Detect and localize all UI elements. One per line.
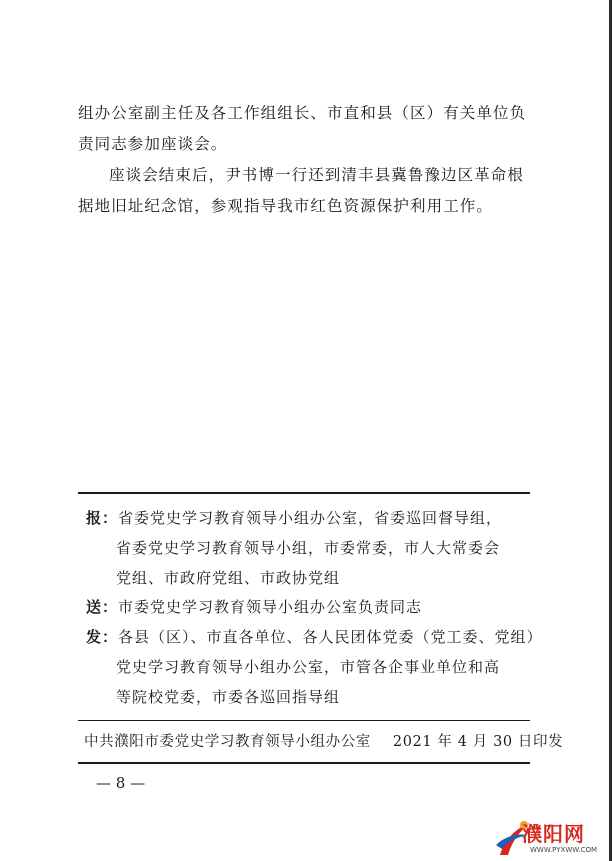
distribution-send-line xyxy=(86,592,532,622)
distribution-report-line xyxy=(86,503,532,533)
issuer-organization: 中共濮阳市委党史学习教育领导小组办公室 xyxy=(84,734,371,750)
distribution-issue-line: 党史学习教育领导小组办公室，市管各企事业单位和高 xyxy=(116,658,501,676)
body-line: 据地旧址纪念馆，参观指导我市红色资源保护利用工作。 xyxy=(78,197,494,215)
body-line: 责同志参加座谈会。 xyxy=(78,135,228,153)
issuer-line xyxy=(84,730,564,751)
distribution-issue-text: 各县（区）、市直各单位、各人民团体党委（党工委、党组） xyxy=(118,628,543,646)
distribution-report-line: 省委党史学习教育领导小组，市委常委，市人大常委会 xyxy=(116,539,501,557)
distribution-top-rule xyxy=(78,492,530,494)
body-paragraph-2 xyxy=(78,160,530,222)
watermark-site-url: WWW.PYXWW.COM xyxy=(530,846,598,854)
distribution-report-text: 省委党史学习教育领导小组办公室，省委巡回督导组， xyxy=(118,509,503,527)
distribution-bottom-rule xyxy=(78,762,530,764)
issue-date: 2021 年 4 月 30 日印发 xyxy=(392,734,564,750)
body-line: 座谈会结束后，尹书博一行还到清丰县冀鲁豫边区革命根 xyxy=(109,166,525,184)
distribution-issue-line xyxy=(86,622,543,652)
distribution-report-line: 党组、市政府党组、市政协党组 xyxy=(116,569,341,587)
body-paragraph-1 xyxy=(78,98,530,160)
distribution-send-label: 送： xyxy=(86,598,119,616)
distribution-issue xyxy=(86,622,543,712)
body-line: 组办公室副主任及各工作组组长、市直和县（区）有关单位负 xyxy=(78,104,527,122)
distribution-send xyxy=(86,592,532,622)
distribution-issue-label: 发： xyxy=(86,628,119,646)
distribution-send-text: 市委党史学习教育领导小组办公室负责同志 xyxy=(118,598,423,616)
distribution-issue-line: 等院校党委，市委各巡回指导组 xyxy=(116,688,341,706)
watermark-logo xyxy=(494,815,610,859)
distribution-report-label: 报： xyxy=(86,509,119,527)
watermark-site-name: 濮阳网 xyxy=(522,822,585,846)
distribution-report xyxy=(86,503,532,593)
distribution-middle-rule xyxy=(78,720,530,721)
page-number: — 8 — xyxy=(96,774,146,792)
